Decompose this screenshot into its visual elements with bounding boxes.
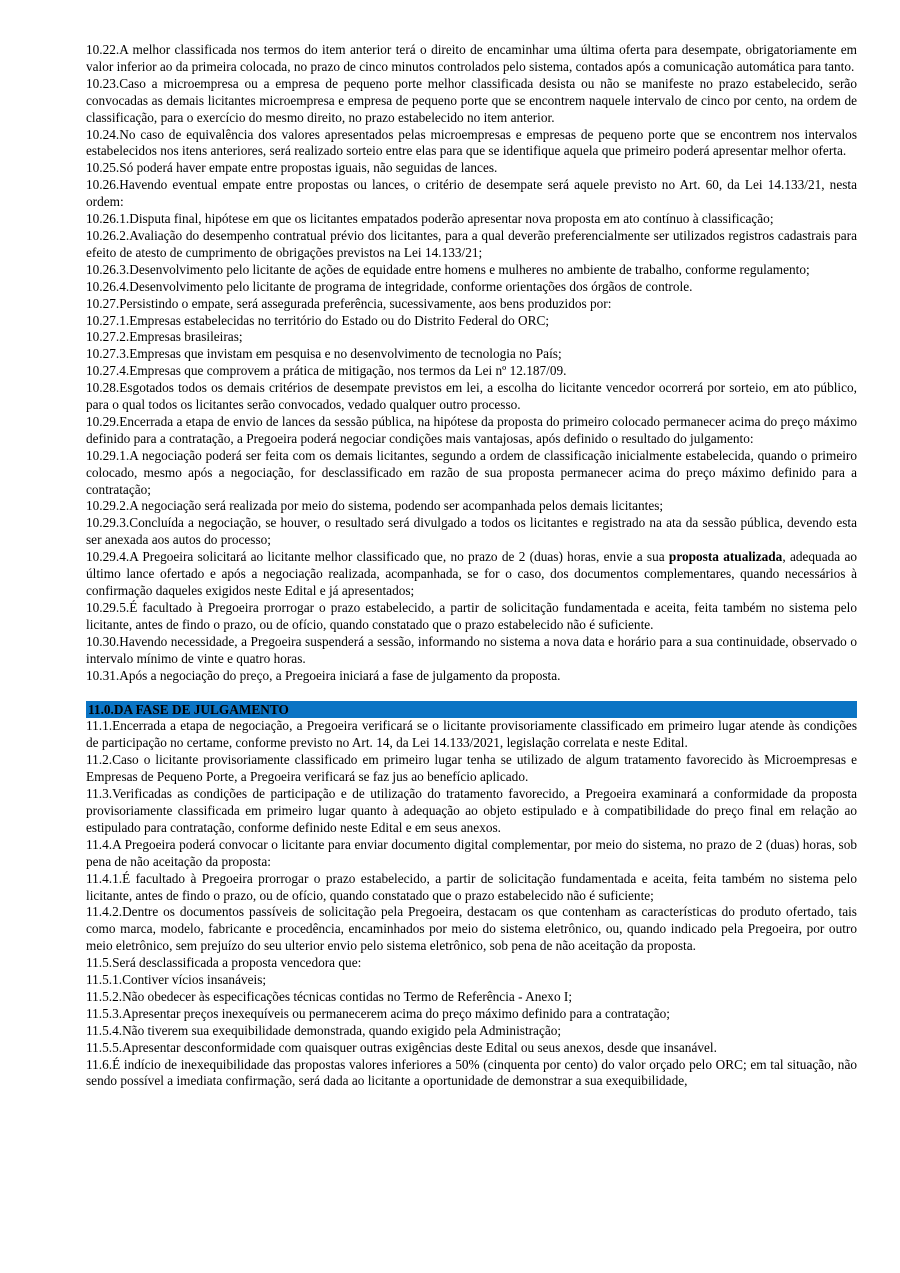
paragraph: 11.3.Verificadas as condições de participação e de utilização do tratamento favorecido, a Pregoeira examinará a conformidade da proposta provisoriamente classificada em primeiro lugar quanto à adequação ao objeto estipulado e à compatibilidade do preço final em relação ao estipulado para contratação, conforme definido neste Edital e em seus anexos. — [86, 786, 857, 835]
paragraph: 10.26.3.Desenvolvimento pelo licitante de ações de equidade entre homens e mulheres no ambiente de trabalho, conforme regulamento; — [86, 261, 810, 277]
document-page — [86, 42, 857, 1090]
paragraph: 11.5.4.Não tiverem sua exequibilidade demonstrada, quando exigido pela Administração; — [86, 1022, 562, 1038]
paragraph: 10.26.2.Avaliação do desempenho contratual prévio dos licitantes, para a qual deverão preferencialmente ser utilizados registros cadastrais para efeito de atesto de cumprimento de obrigações previstos na Lei 14.133/21; — [86, 227, 857, 260]
paragraph: 10.27.Persistindo o empate, será assegurada preferência, sucessivamente, aos bens produzidos por: — [86, 295, 612, 311]
paragraph: 11.5.3.Apresentar preços inexequíveis ou permanecerem acima do preço máximo definido para a contratação; — [86, 1005, 670, 1021]
paragraph: 11.2.Caso o licitante provisoriamente classificado em primeiro lugar tenha se utilizado de algum tratamento favorecido às Microempresas e Empresas de Pequeno Porte, a Pregoeira verificará se faz jus ao benefício aplicado. — [86, 752, 857, 785]
section-heading: 11.0.DA FASE DE JULGAMENTO — [86, 701, 857, 718]
paragraph: 10.29.5.É facultado à Pregoeira prorrogar o prazo estabelecido, a partir de solicitação fundamentada e aceita, feita também no sistema pelo licitante, antes de findo o prazo, ou de ofício, quando constatado que o prazo estabelecido não é suficiente. — [86, 599, 857, 632]
paragraph: 11.5.Será desclassificada a proposta vencedora que: — [86, 955, 362, 971]
bold-text: proposta atualizada — [668, 549, 783, 565]
paragraph: 10.24.No caso de equivalência dos valores apresentados pelas microempresas e empresas de pequeno porte que se encontrem nos intervalos estabelecidos nos itens anteriores, será realizado sorteio entre elas para que se identifique aquela que primeiro poderá apresentar melhor oferta. — [86, 126, 857, 159]
paragraph: 10.25.Só poderá haver empate entre propostas iguais, não seguidas de lances. — [86, 160, 498, 176]
paragraph: 10.30.Havendo necessidade, a Pregoeira suspenderá a sessão, informando no sistema a nova data e horário para a sua continuidade, observado o intervalo mínimo de vinte e quatro horas. — [86, 633, 857, 666]
paragraph: 10.29.2.A negociação será realizada por meio do sistema, podendo ser acompanhada pelos demais licitantes; — [86, 498, 664, 514]
section-11-paragraphs — [86, 718, 857, 1090]
paragraph: 11.5.1.Contiver vícios insanáveis; — [86, 972, 267, 988]
paragraph: 10.22.A melhor classificada nos termos do item anterior terá o direito de encaminhar uma última oferta para desempate, obrigatoriamente em valor inferior ao da primeira colocada, no prazo de cinco minutos controlados pelo sistema, contados após a comunicação automática para tanto. — [86, 42, 857, 74]
paragraph: 11.1.Encerrada a etapa de negociação, a Pregoeira verificará se o licitante provisoriamente classificado em primeiro lugar atende às condições de participação no certame, conforme previsto no Art. 14, da Lei 14.133/2021, legislação correlata e neste Edital. — [86, 718, 857, 751]
paragraph: 10.31.Após a negociação do preço, a Pregoeira iniciará a fase de julgamento da proposta. — [86, 667, 561, 683]
paragraph: 11.4.A Pregoeira poderá convocar o licitante para enviar documento digital complementar, por meio do sistema, no prazo de 2 (duas) horas, sob pena de não aceitação da proposta: — [86, 836, 857, 869]
paragraph: 10.27.3.Empresas que invistam em pesquisa e no desenvolvimento de tecnologia no País; — [86, 346, 562, 362]
paragraph-10-29-4 — [86, 549, 857, 600]
text-run: , adequada ao último lance ofertado e após a negociação realizada, acompanhada, se for o caso, dos documentos complementares, quando necessários à confirmação daqueles exigidos neste Edital e já apresentados; — [86, 549, 857, 598]
paragraph: 10.26.Havendo eventual empate entre propostas ou lances, o critério de desempate será aquele previsto no Art. 60, da Lei 14.133/21, nesta ordem: — [86, 177, 857, 210]
paragraph: 10.26.4.Desenvolvimento pelo licitante de programa de integridade, conforme orientações dos órgãos de controle. — [86, 278, 693, 294]
paragraph: 11.4.1.É facultado à Pregoeira prorrogar o prazo estabelecido, a partir de solicitação fundamentada e aceita, feita também no sistema pelo licitante, antes de findo o prazo, ou de ofício, quando constatado que o prazo estabelecido não é suficiente; — [86, 870, 857, 903]
paragraph: 10.26.1.Disputa final, hipótese em que os licitantes empatados poderão apresentar nova proposta em ato contínuo à classificação; — [86, 211, 774, 227]
paragraph: 10.28.Esgotados todos os demais critérios de desempate previstos em lei, a escolha do licitante vencedor ocorrerá por sorteio, em ato público, para o qual todos os licitantes serão convocados, vedado qualquer outro processo. — [86, 380, 857, 413]
paragraph: 10.29.3.Concluída a negociação, se houver, o resultado será divulgado a todos os licitantes e registrado na ata da sessão pública, devendo esta ser anexada aos autos do processo; — [86, 515, 857, 548]
section-10-paragraphs — [86, 42, 857, 684]
paragraph: 10.29.Encerrada a etapa de envio de lances da sessão pública, na hipótese da proposta do primeiro colocado permanecer acima do preço máximo definido para a contratação, a Pregoeira poderá negociar condições mais vantajosas, após definido o resultado do julgamento: — [86, 413, 857, 446]
paragraph: 11.5.2.Não obedecer às especificações técnicas contidas no Termo de Referência - Anexo I; — [86, 988, 573, 1004]
paragraph: 11.4.2.Dentre os documentos passíveis de solicitação pela Pregoeira, destacam os que contenham as características do produto ofertado, tais como marca, modelo, fabricante e procedência, encaminhados por meio do sistema eletrônico, ou, quando indicado pela Pregoeira, por outro meio eletrônico, sem prejuízo do seu ulterior envio pelo sistema eletrônico, sob pena de não aceitação da proposta. — [86, 904, 857, 954]
paragraph: 11.6.É indício de inexequibilidade das propostas valores inferiores a 50% (cinquenta por cento) do valor orçado pelo ORC; em tal situação, não sendo possível a imediata confirmação, será dada ao licitante a oportunidade de demonstrar a sua exequibilidade, — [86, 1056, 857, 1089]
paragraph: 10.27.4.Empresas que comprovem a prática de mitigação, nos termos da Lei nº 12.187/09. — [86, 363, 567, 379]
text-run: 10.29.4.A Pregoeira solicitará ao licitante melhor classificado que, no prazo de 2 (duas) horas, envie a sua — [86, 549, 669, 565]
paragraph: 10.29.1.A negociação poderá ser feita com os demais licitantes, segundo a ordem de classificação inicialmente estabelecida, quando o primeiro colocado, mesmo após a negociação, for desclassificado em razão de sua proposta permanecer acima do preço máximo definido para a contratação; — [86, 447, 857, 497]
paragraph: 10.27.2.Empresas brasileiras; — [86, 329, 243, 345]
paragraph: 10.27.1.Empresas estabelecidas no território do Estado ou do Distrito Federal do ORC; — [86, 312, 550, 328]
paragraph: 10.23.Caso a microempresa ou a empresa de pequeno porte melhor classificada desista ou não se manifeste no prazo estabelecido, serão convocadas as demais licitantes microempresa e empresa de pequeno porte que se encontrem naquele intervalo de cinco por cento, na ordem de classificação, para o exercício do mesmo direito, no prazo estabelecido no item anterior. — [86, 75, 857, 125]
paragraph: 11.5.5.Apresentar desconformidade com quaisquer outras exigências deste Edital ou seus anexos, desde que insanável. — [86, 1039, 717, 1055]
